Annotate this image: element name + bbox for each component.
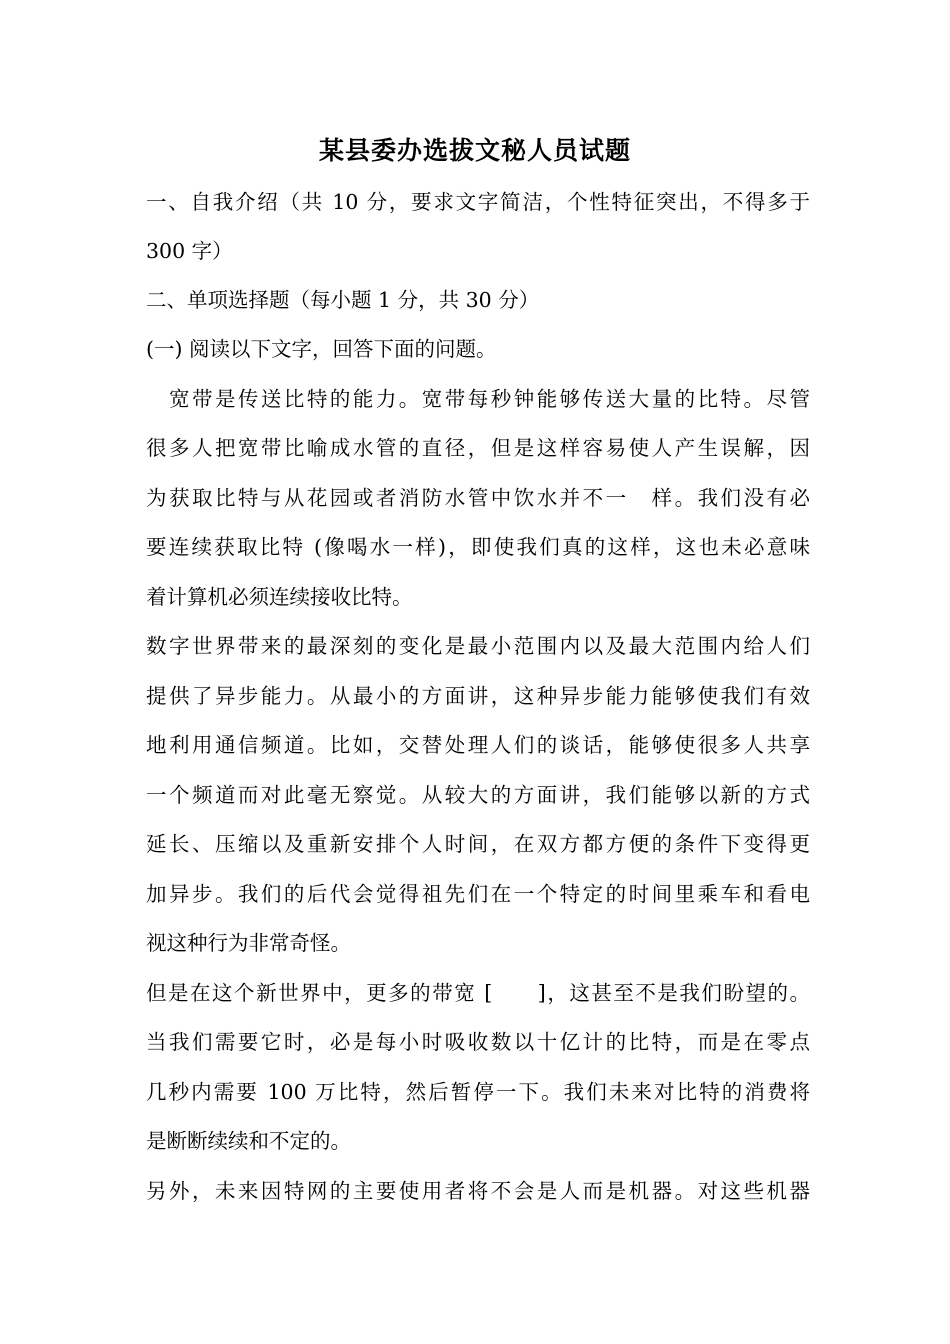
text-line-17: 但是在这个新世界中，更多的带宽 [ ]，这甚至不是我们盼望的。 [146, 981, 810, 1005]
text-line-3: 二、单项选择题（每小题 1 分，共 30 分） [146, 288, 540, 312]
text-line-9: 着计算机必须连续接收比特。 [146, 585, 413, 609]
text-line-21: 另外，未来因特网的主要使用者将不会是人而是机器。对这些机器 [146, 1179, 810, 1203]
text-line-1: 一、自我介绍（共 10 分，要求文字简洁，个性特征突出，不得多于 [146, 190, 810, 214]
text-line-11: 提供了异步能力。从最小的方面讲，这种异步能力能够使我们有效 [146, 684, 810, 708]
text-line-14: 延长、压缩以及重新安排个人时间，在双方都方便的条件下变得更 [146, 832, 810, 856]
text-line-20: 是断断续续和不定的。 [146, 1129, 351, 1153]
text-line-19: 几秒内需要 100 万比特，然后暂停一下。我们未来对比特的消费将 [146, 1080, 810, 1104]
text-line-18: 当我们需要它时，必是每小时吸收数以十亿计的比特，而是在零点 [146, 1030, 810, 1054]
text-line-6: 很多人把宽带比喻成水管的直径，但是这样容易使人产生误解，因 [146, 436, 810, 460]
text-line-4: (一) 阅读以下文字，回答下面的问题。 [146, 337, 497, 361]
document-title: 某县委办选拔文秘人员试题 [318, 136, 631, 165]
text-line-12: 地利用通信频道。比如，交替处理人们的谈话，能够使很多人共享 [146, 733, 810, 757]
text-line-10: 数字世界带来的最深刻的变化是最小范围内以及最大范围内给人们 [146, 634, 810, 658]
text-line-13: 一个频道而对此毫无察觉。从较大的方面讲，我们能够以新的方式 [146, 783, 810, 807]
text-line-7: 为获取比特与从花园或者消防水管中饮水并不一 样。我们没有必 [146, 486, 810, 510]
text-line-2: 300 字） [146, 239, 233, 263]
text-line-15: 加异步。我们的后代会觉得祖先们在一个特定的时间里乘车和看电 [146, 882, 810, 906]
text-line-8: 要连续获取比特 (像喝水一样)，即使我们真的这样，这也未必意味 [146, 535, 810, 559]
text-line-5: 宽带是传送比特的能力。宽带每秒钟能够传送大量的比特。尽管 [146, 387, 810, 411]
text-line-16: 视这种行为非常奇怪。 [146, 931, 351, 955]
